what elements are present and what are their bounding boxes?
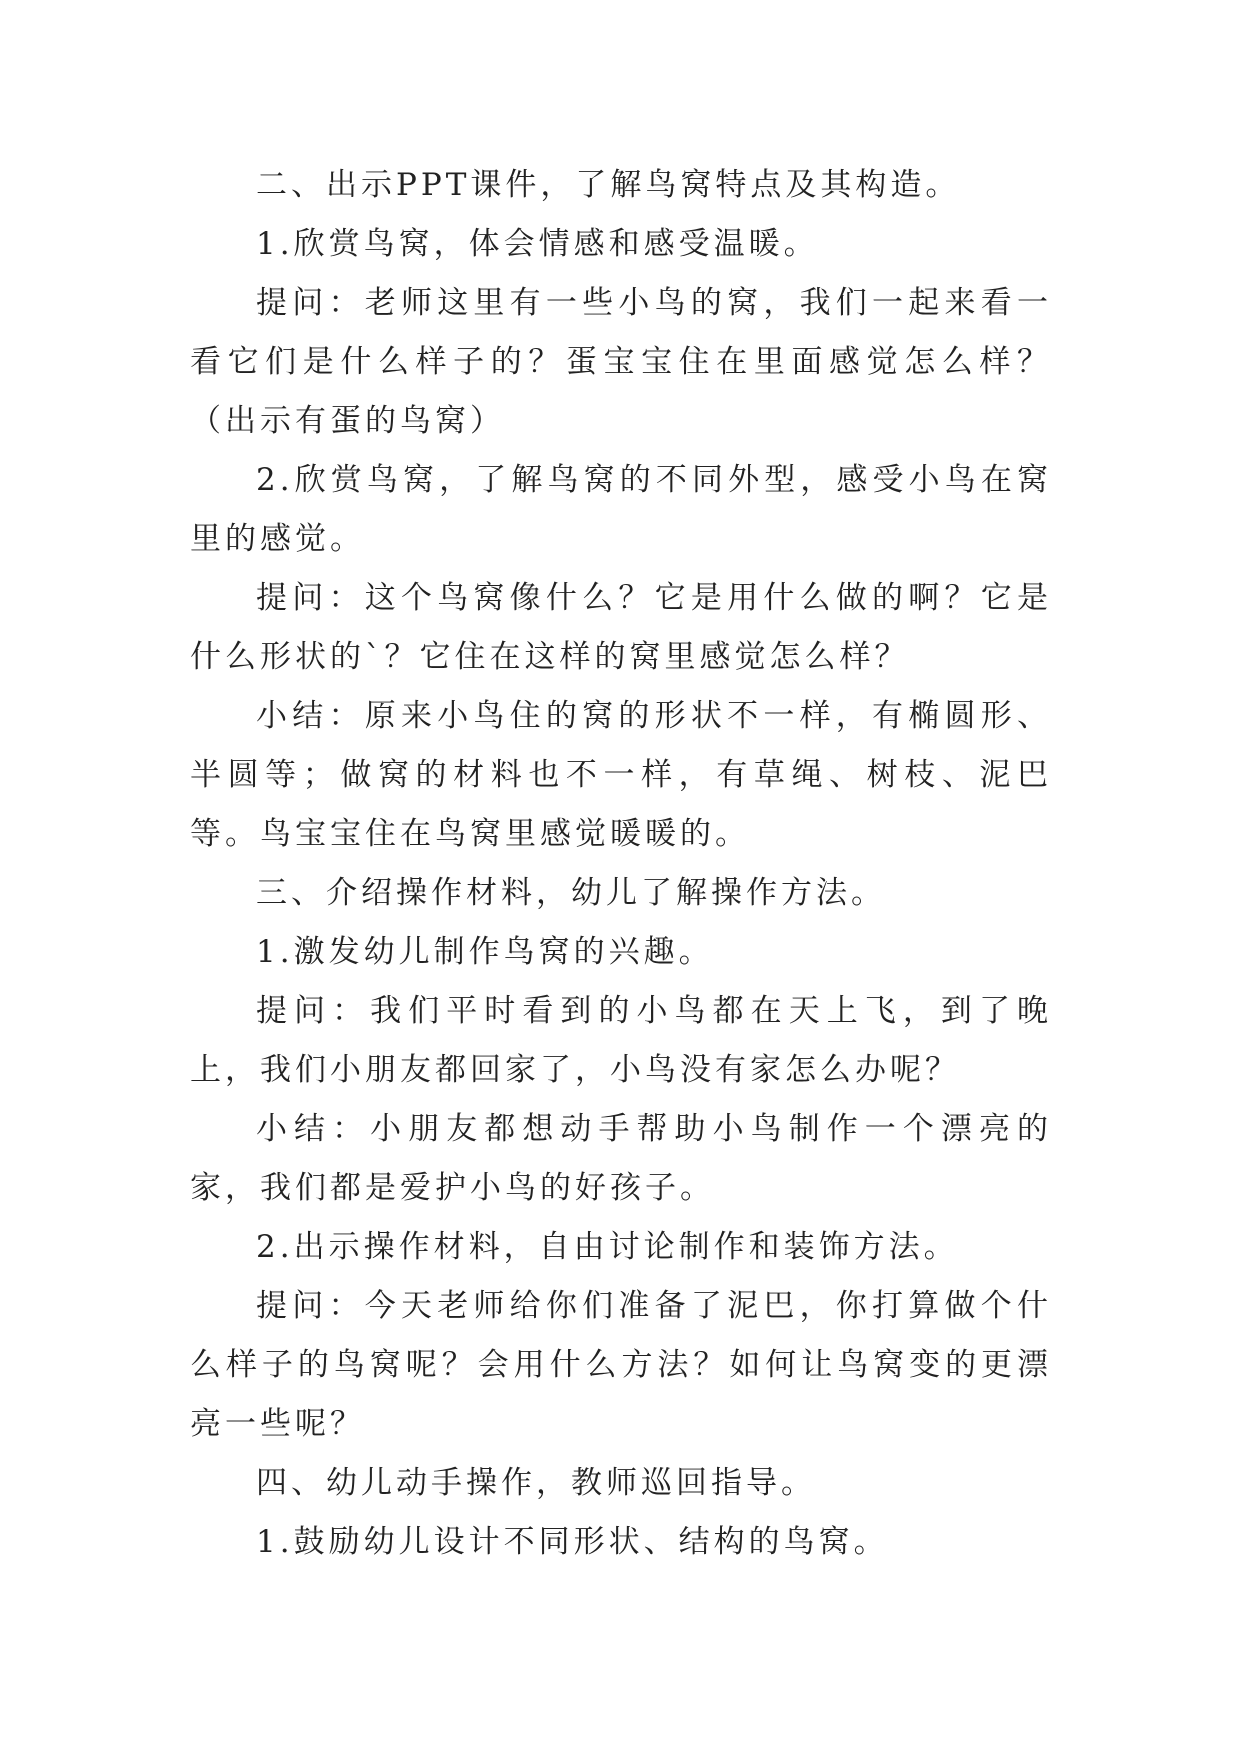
document-body <box>190 156 1052 1572</box>
step-2-2: 2.欣赏鸟窝，了解鸟窝的不同外型，感受小鸟在窝里的感觉。 <box>190 462 1052 557</box>
question-paragraph: 提问：我们平时看到的小鸟都在天上飞，到了晚上，我们小朋友都回家了，小鸟没有家怎么办呢？ <box>190 993 1052 1088</box>
step-4-1: 1.鼓励幼儿设计不同形状、结构的鸟窝。 <box>256 1524 889 1560</box>
section-heading-2: 二、出示PPT课件，了解鸟窝特点及其构造。 <box>256 167 961 203</box>
summary-paragraph: 小结：小朋友都想动手帮助小鸟制作一个漂亮的家，我们都是爱护小鸟的好孩子。 <box>190 1111 1052 1206</box>
step-2-1: 1.欣赏鸟窝，体会情感和感受温暖。 <box>256 226 819 262</box>
section-heading-4: 四、幼儿动手操作，教师巡回指导。 <box>256 1465 816 1501</box>
step-3-1: 1.激发幼儿制作鸟窝的兴趣。 <box>256 934 714 970</box>
question-paragraph: 提问：老师这里有一些小鸟的窝，我们一起来看一看它们是什么样子的？蛋宝宝住在里面感觉怎么样？（出示有蛋的鸟窝） <box>190 285 1052 439</box>
summary-paragraph: 小结：原来小鸟住的窝的形状不一样，有椭圆形、半圆等；做窝的材料也不一样，有草绳、树枝、泥巴等。鸟宝宝住在鸟窝里感觉暖暖的。 <box>190 698 1052 852</box>
section-heading-3: 三、介绍操作材料，幼儿了解操作方法。 <box>256 875 886 911</box>
question-paragraph: 提问：今天老师给你们准备了泥巴，你打算做个什么样子的鸟窝呢？会用什么方法？如何让鸟窝变的更漂亮一些呢？ <box>190 1288 1052 1442</box>
question-paragraph: 提问：这个鸟窝像什么？它是用什么做的啊？它是什么形状的`？它住在这样的窝里感觉怎么样？ <box>190 580 1052 675</box>
step-3-2: 2.出示操作材料，自由讨论制作和装饰方法。 <box>256 1229 959 1265</box>
